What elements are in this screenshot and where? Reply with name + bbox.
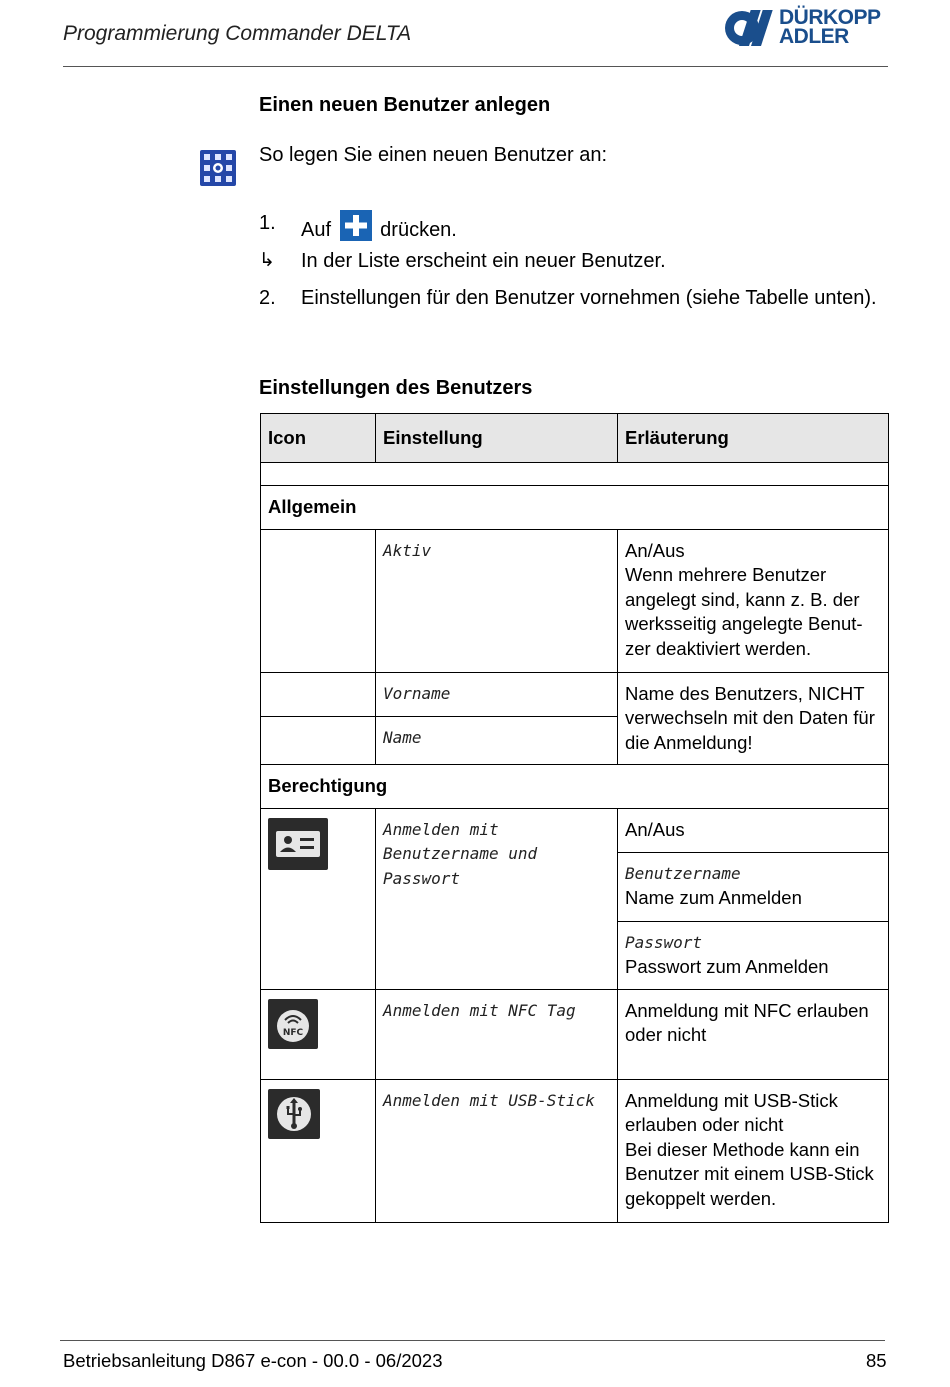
user-settings-table: [260, 413, 889, 1223]
icon-cell-empty: [261, 529, 376, 672]
id-card-icon: [268, 818, 328, 870]
column-header-explanation: Erläuterung: [618, 414, 889, 463]
header-gap-row: [261, 463, 889, 486]
text-password: Passwort zum Anmelden: [625, 956, 829, 977]
usb-icon: [268, 1089, 320, 1139]
step-2-number: 2.: [259, 287, 276, 309]
explanation-usb: Anmeldung mit USB-Stick erlauben oder nicht Bei dieser Methode kann ein Benutzer mit einem USB-Stick gekoppelt werden.: [618, 1079, 889, 1222]
setting-login-nfc: Anmelden mit NFC Tag: [376, 989, 618, 1079]
table-header-row: [261, 414, 889, 463]
setting-login-usb: Anmelden mit USB-Stick: [376, 1079, 618, 1222]
table-row: [261, 529, 889, 672]
procedure-icon: [200, 150, 236, 186]
group-row-permission: [261, 765, 889, 809]
step-2-text: Einstellungen für den Benutzer vornehmen (siehe Tabelle unten).: [301, 287, 877, 309]
explanation-username: [618, 852, 889, 921]
logo-line-2: ADLER: [779, 25, 849, 48]
table-row: [261, 808, 889, 852]
nfc-icon-label: NFC: [282, 1027, 304, 1038]
group-label-general: Allgemein: [261, 486, 889, 530]
section-heading-new-user: Einen neuen Benutzer anlegen: [259, 94, 551, 116]
footer-divider: [60, 1340, 885, 1341]
group-row-general: [261, 486, 889, 530]
explanation-name: Name des Benutzers, NICHT verwechseln mit den Daten für die Anmeldung!: [618, 672, 889, 765]
explanation-nfc: Anmeldung mit NFC erlauben oder nicht: [618, 989, 889, 1079]
durkopp-adler-logo: [724, 6, 892, 50]
table-row: [261, 989, 889, 1079]
table-row: [261, 672, 889, 716]
icon-cell-empty: [261, 716, 376, 764]
explanation-password: [618, 921, 889, 989]
header-divider: [63, 66, 888, 67]
section-heading-user-settings: Einstellungen des Benutzers: [259, 377, 533, 399]
footer-document-info: Betriebsanleitung D867 e-con - 00.0 - 06/2023: [63, 1350, 443, 1371]
step-1-number: 1.: [259, 212, 276, 234]
column-header-setting: Einstellung: [376, 414, 618, 463]
icon-cell-nfc: [261, 989, 376, 1079]
table-row: [261, 1079, 889, 1222]
step-1-text: [301, 210, 457, 243]
explanation-login-password: An/Aus: [618, 808, 889, 852]
term-password: Passwort: [625, 932, 703, 952]
page-header-title: Programmierung Commander DELTA: [63, 22, 412, 45]
setting-name: Name: [376, 716, 618, 764]
result-arrow-icon: ↳: [259, 250, 275, 271]
plus-icon: [340, 210, 372, 241]
page-number: 85: [866, 1350, 887, 1371]
setting-vorname: Vorname: [376, 672, 618, 716]
logo-line-1: DÜRKOPP: [779, 6, 881, 29]
text-username: Name zum Anmelden: [625, 887, 802, 908]
term-username: Benutzername: [625, 863, 741, 883]
nfc-icon: [268, 999, 318, 1049]
icon-cell-id-card: [261, 808, 376, 989]
icon-cell-empty: [261, 672, 376, 716]
explanation-aktiv: An/Aus Wenn mehrere Benutzer angelegt sind, kann z. B. der werksseitig angelegte Benut-zer deaktiviert werden.: [618, 529, 889, 672]
icon-cell-usb: [261, 1079, 376, 1222]
group-label-permission: Berechtigung: [261, 765, 889, 809]
setting-aktiv: Aktiv: [376, 529, 618, 672]
column-header-icon: Icon: [261, 414, 376, 463]
intro-text: So legen Sie einen neuen Benutzer an:: [259, 144, 608, 166]
step-1-before: Auf: [301, 219, 332, 241]
step-1-after: drücken.: [380, 219, 457, 241]
result-text: In der Liste erscheint ein neuer Benutzer.: [301, 250, 666, 272]
logo-mark-icon: [724, 6, 776, 50]
setting-login-username-password: Anmelden mit Benutzername und Passwort: [376, 808, 618, 989]
